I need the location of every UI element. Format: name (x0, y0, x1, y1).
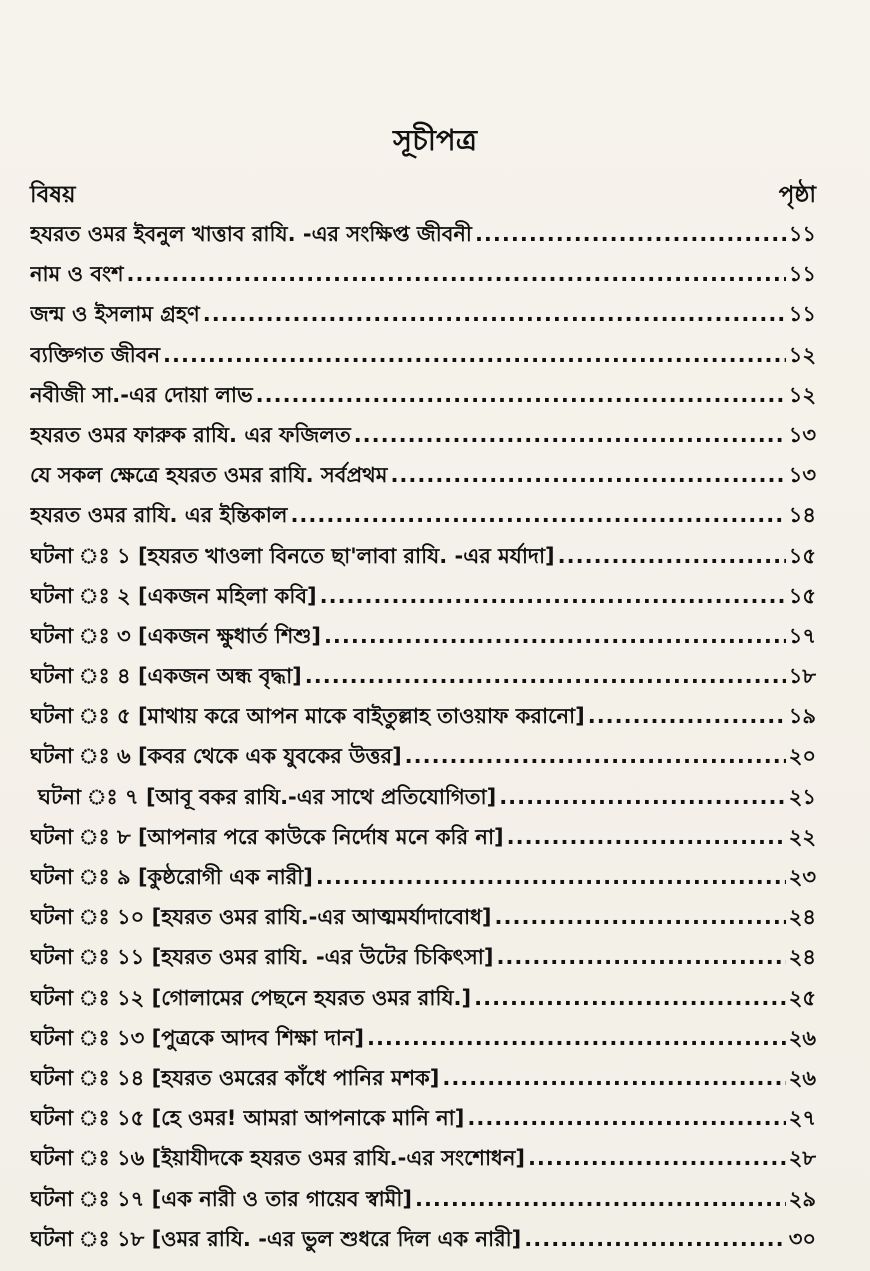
toc-entry-page: ২৪ (788, 945, 816, 970)
toc-entry (30, 941, 816, 981)
toc-entry-label: ঘটনা ঃ ১৫ [হে ওমর! আমরা আপনাকে মানি না] (30, 1106, 465, 1131)
page-heading: পৃষ্ঠা (778, 181, 816, 208)
toc-entry (30, 700, 816, 740)
toc-entry-label: ঘটনা ঃ ৫ [মাথায় করে আপন মাকে বাইতুল্লাহ তাওয়াফ করানো] (30, 704, 585, 729)
toc-entry (30, 379, 816, 419)
dot-leader (320, 584, 786, 608)
dot-leader (442, 1066, 785, 1090)
dot-leader (507, 825, 786, 849)
toc-entry (30, 1183, 816, 1223)
dot-leader (203, 302, 786, 326)
toc-entry-page: ১৯ (788, 704, 816, 729)
toc-entry-label: ঘটনা ঃ ৪ [একজন অন্ধ বৃদ্ধা] (30, 664, 302, 689)
toc-entry-page: ২৬ (788, 1065, 816, 1090)
toc-entry (30, 258, 816, 298)
dot-leader (405, 744, 786, 768)
toc-entry-page: ১৩ (788, 463, 816, 488)
dot-leader (127, 262, 786, 286)
toc-entry-label: হযরত ওমর ইবনুল খাত্তাব রাযি. -এর সংক্ষিপ্ত জীবনী (30, 222, 472, 246)
toc-entry-label: ঘটনা ঃ ৯ [কুষ্ঠরোগী এক নারী] (30, 865, 313, 889)
dot-leader (467, 1106, 785, 1130)
toc-entry-page: ২১ (788, 784, 816, 809)
toc-entry (30, 1062, 816, 1102)
dot-leader (256, 383, 786, 407)
toc-entry-label: ঘটনা ঃ ৬ [কবর থেকে এক যুবকের উত্তর] (30, 744, 402, 769)
toc-entry-page: ২৮ (788, 1146, 816, 1171)
toc-entry (30, 1022, 816, 1062)
dot-leader (475, 222, 786, 246)
toc-entry-page: ২০ (788, 744, 816, 769)
toc-entry (30, 821, 816, 861)
toc-entry-label: ঘটনা ঃ ১৪ [হযরত ওমরের কাঁধে পানির মশক] (30, 1065, 440, 1090)
toc-entry-page: ২২ (788, 824, 816, 849)
dot-leader (495, 905, 786, 929)
toc-entry-label: ঘটনা ঃ ১১ [হযরত ওমর রাযি. -এর উটের চিকিৎসা] (30, 945, 494, 970)
toc-entry-page: ১৫ (788, 583, 816, 608)
toc-entry-page: ১২ (788, 342, 816, 367)
toc-entry (30, 861, 816, 901)
dot-leader (524, 1227, 785, 1251)
dot-leader (324, 624, 786, 648)
toc-entry (30, 1223, 816, 1263)
dot-leader (163, 343, 786, 367)
toc-entry (30, 339, 816, 379)
toc-entry-label: হযরত ওমর রাযি. এর ইন্তিকাল (30, 503, 288, 528)
toc-entry (30, 740, 816, 780)
toc-entry-page: ২৪ (788, 905, 816, 930)
toc-entry-page: ১১ (788, 302, 816, 327)
toc-entry (30, 901, 816, 941)
toc-entry (30, 1102, 816, 1142)
toc-entry-page: ১৮ (788, 664, 816, 689)
toc-entry-page: ২৫ (788, 985, 816, 1010)
subject-heading: বিষয় (30, 181, 76, 208)
dot-leader (474, 986, 786, 1010)
toc-entry-label: ঘটনা ঃ ১৭ [এক নারী ও তার গায়েব স্বামী] (30, 1186, 412, 1211)
toc-entry (30, 218, 816, 258)
toc-entry-label: হযরত ওমর ফারুক রাযি. এর ফজিলত (30, 422, 351, 447)
toc-entry-page: ১৫ (788, 543, 816, 568)
toc-entry-page: ১১ (788, 262, 816, 287)
toc-header (30, 178, 816, 212)
toc-entry (30, 459, 816, 499)
toc-entry-page: ১৩ (788, 422, 816, 447)
toc-entry-label: জন্ম ও ইসলাম গ্রহণ (30, 302, 200, 327)
toc-entry-label: ঘটনা ঃ ১৬ [ইয়াযীদকে হযরত ওমর রাযি.-এর সংশোধন] (30, 1146, 525, 1171)
toc-entry-label: ঘটনা ঃ ৮ [আপনার পরে কাউকে নির্দোষ মনে করি না] (30, 824, 504, 849)
toc-entry-label: নাম ও বংশ (30, 262, 124, 287)
toc-entry-label: ঘটনা ঃ ১৮ [ওমর রাযি. -এর ভুল শুধরে দিল এক নারী] (30, 1226, 522, 1251)
dot-leader (528, 1146, 786, 1170)
toc-entry-label: ঘটনা ঃ ১২ [গোলামের পেছনে হযরত ওমর রাযি.] (30, 985, 472, 1010)
toc-entry (30, 298, 816, 338)
toc-entry-page: ২৩ (788, 865, 816, 889)
toc-entry-label: ঘটনা ঃ ৩ [একজন ক্ষুধার্ত শিশু] (30, 623, 321, 648)
toc-entry-label: নবীজী সা.-এর দোয়া লাভ (30, 382, 253, 407)
dot-leader (305, 664, 786, 688)
toc-entry-page: ২৭ (788, 1106, 816, 1131)
toc-entry-label: ঘটনা ঃ ১ [হযরত খাওলা বিনতে ছা'লাবা রাযি. -এর মর্যাদা] (30, 543, 555, 568)
dot-leader (390, 463, 785, 487)
toc-entry (30, 419, 816, 459)
toc-entry (30, 660, 816, 700)
dot-leader (290, 503, 785, 527)
dot-leader (316, 865, 786, 889)
dot-leader (367, 1026, 786, 1050)
toc-entry-label: ঘটনা ঃ ২ [একজন মহিলা কবি] (30, 583, 317, 608)
toc-entry (30, 781, 816, 821)
toc-entry (30, 1142, 816, 1182)
toc-entry (30, 499, 816, 539)
dot-leader (496, 945, 785, 969)
toc-entry-page: ১২ (788, 382, 816, 407)
toc-entry-page: ২৬ (788, 1025, 816, 1050)
table-of-contents (30, 218, 816, 1263)
toc-entry-page: ১৪ (788, 503, 816, 528)
toc-entry (30, 540, 816, 580)
dot-leader (499, 785, 786, 809)
toc-entry-page: ১৭ (788, 623, 816, 648)
toc-entry-label: ব্যক্তিগত জীবন (30, 342, 161, 367)
dot-leader (588, 704, 786, 728)
toc-entry (30, 620, 816, 660)
toc-entry-page: ১১ (788, 222, 816, 246)
dot-leader (354, 423, 786, 447)
toc-entry-label: ঘটনা ঃ ৭ [আবূ বকর রাযি.-এর সাথে প্রতিযোগিতা] (38, 784, 497, 809)
dot-leader (415, 1187, 786, 1211)
toc-entry (30, 580, 816, 620)
toc-entry-label: ঘটনা ঃ ১০ [হযরত ওমর রাযি.-এর আত্মমর্যাদাবোধ] (30, 905, 492, 930)
dot-leader (558, 544, 786, 568)
toc-entry (30, 982, 816, 1022)
toc-entry-page: ৩০ (788, 1226, 816, 1251)
page-title: সূচীপত্র (392, 123, 478, 157)
toc-entry-page: ২৯ (788, 1186, 816, 1211)
toc-entry-label: যে সকল ক্ষেত্রে হযরত ওমর রাযি. সর্বপ্রথম (30, 463, 388, 488)
toc-entry-label: ঘটনা ঃ ১৩ [পুত্রকে আদব শিক্ষা দান] (30, 1025, 364, 1050)
